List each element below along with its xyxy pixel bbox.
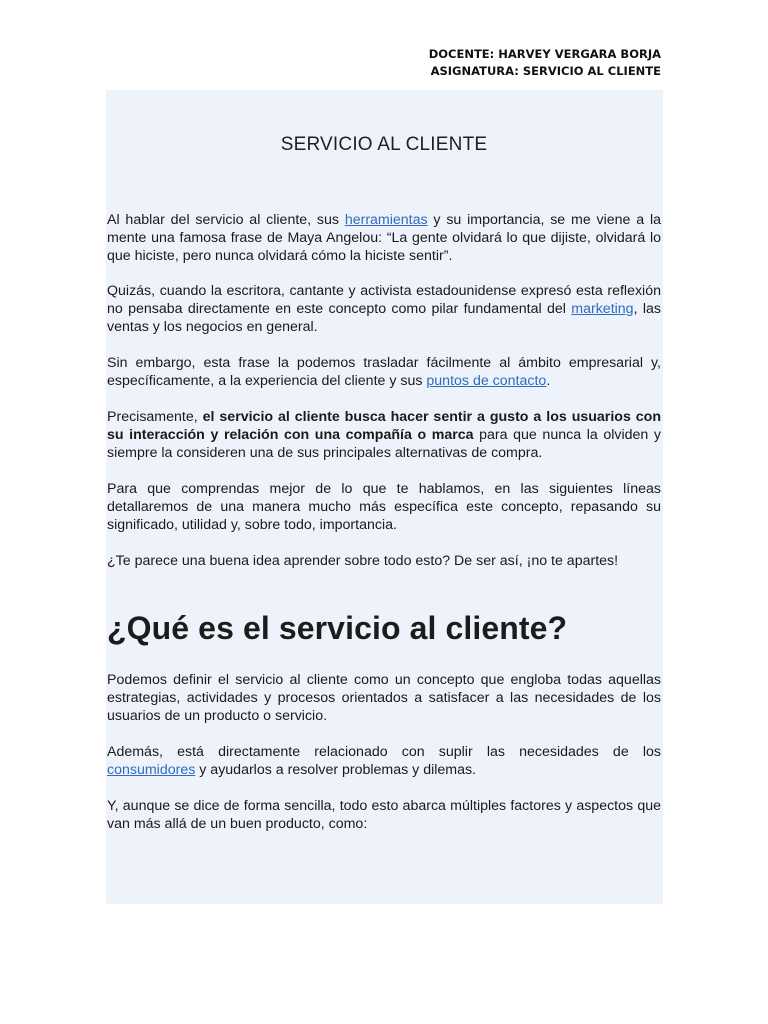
paragraph-question: ¿Te parece una buena idea aprender sobre todo esto? De ser así, ¡no te apartes! (107, 553, 619, 569)
paragraph-explanation: Para que comprendas mejor de lo que te hablamos, en las siguientes líneas detallaremos de una manera mucho más específica este concepto, repasando su significado, utilidad y, sobre todo, importancia. (107, 481, 661, 533)
paragraph-text: Además, está directamente relacionado con suplir las necesidades de los (107, 744, 661, 760)
link-marketing[interactable]: marketing (571, 301, 634, 317)
paragraph-definition: Podemos definir el servicio al cliente como un concepto que engloba todas aquellas estrategias, actividades y procesos orientados a satisfacer a las necesidades de los usuarios de un producto o servicio. (107, 672, 661, 724)
paragraph-factors: Y, aunque se dice de forma sencilla, todo esto abarca múltiples factores y aspectos que van más allá de un buen producto, como: (107, 798, 661, 832)
paragraph-consumers (107, 743, 661, 779)
paragraph-text: Al hablar del servicio al cliente, sus (107, 212, 345, 228)
link-puntos-de-contacto[interactable]: puntos de contacto (426, 373, 547, 389)
document-header (429, 46, 661, 80)
teacher-line: DOCENTE: HARVEY VERGARA BORJA (428, 47, 661, 61)
paragraph-text: y ayudarlos a resolver problemas y dilemas. (195, 762, 477, 778)
paragraph-intro (107, 211, 661, 265)
paragraph-precisely (107, 408, 661, 462)
link-herramientas[interactable]: herramientas (344, 212, 428, 228)
document-title: SERVICIO AL CLIENTE (280, 134, 488, 155)
paragraph-text: , las ventas y los negocios en general. (107, 301, 661, 335)
paragraph-text: Quizás, cuando la escritora, cantante y activista estadounidense expresó esta reflexión no pensaba directamente en este concepto como pilar fundamental del (107, 283, 661, 317)
subject-line: ASIGNATURA: SERVICIO AL CLIENTE (430, 64, 661, 78)
paragraph-business (107, 354, 661, 390)
link-consumidores[interactable]: consumidores (107, 762, 196, 778)
paragraph-text: . (546, 373, 551, 389)
paragraph-text: para que nunca la olviden y siempre la consideren una de sus principales alternativas de compra. (107, 427, 661, 461)
paragraph-text: Precisamente, (107, 409, 203, 425)
section-heading: ¿Qué es el servicio al cliente? (107, 610, 568, 646)
paragraph-author (107, 282, 661, 336)
paragraph-text: y su importancia, se me viene a la mente una famosa frase de Maya Angelou: “La gente olvidará lo que dijiste, olvidará lo que hiciste, pero nunca olvidará cómo la hiciste sentir”. (107, 212, 661, 264)
paragraph-bold-text: el servicio al cliente busca hacer sentir a gusto a los usuarios con su interacción y relación con una compañía o marca (107, 409, 662, 443)
paragraph-text: Sin embargo, esta frase la podemos trasladar fácilmente al ámbito empresarial y, específicamente, a la experiencia del cliente y sus (107, 355, 661, 389)
